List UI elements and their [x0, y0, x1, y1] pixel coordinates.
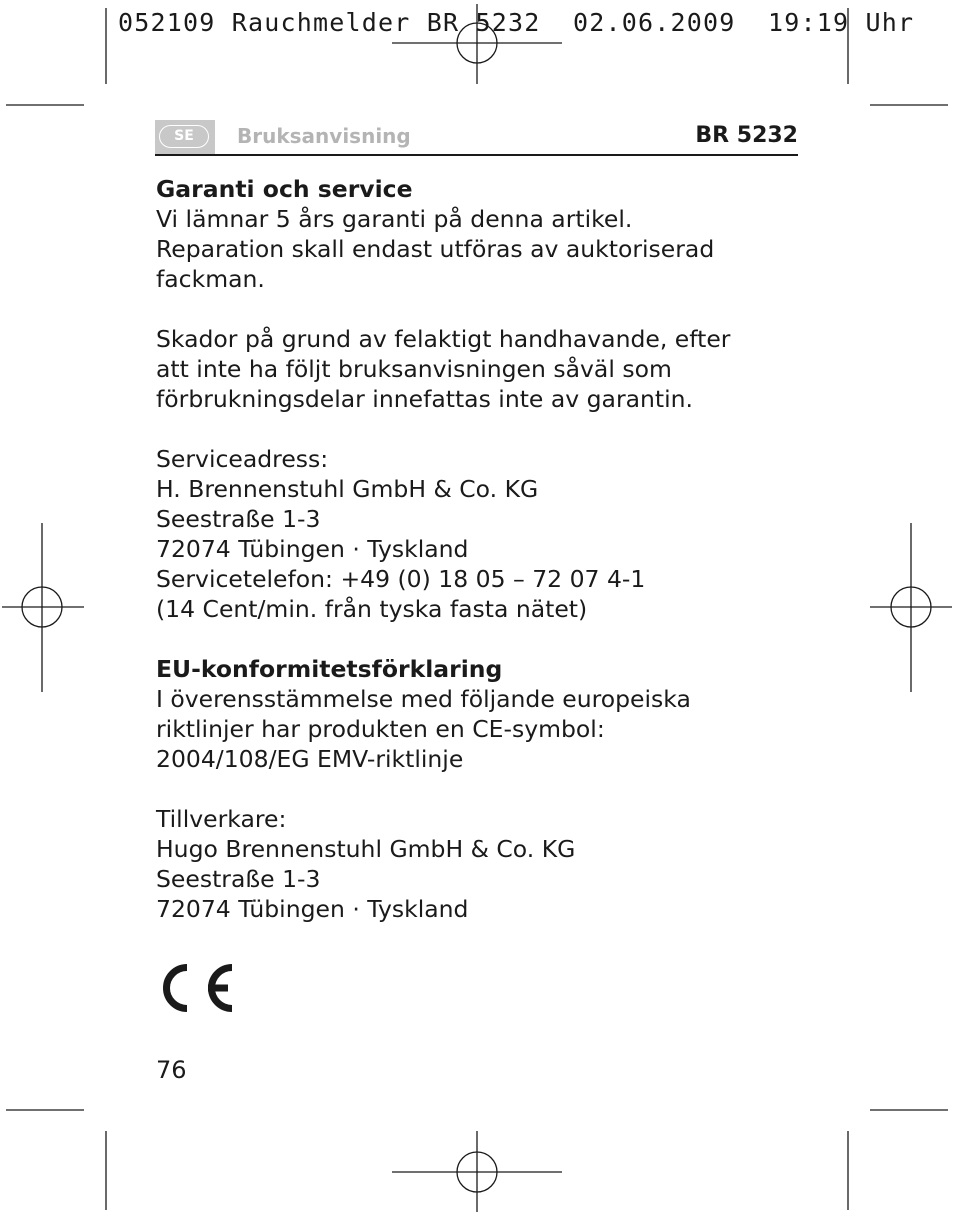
eu-conformity-line: riktlinjer har produkten en CE-symbol: [156, 715, 605, 743]
paragraph-gap [156, 624, 796, 654]
damage-text-line: Skador på grund av felaktigt handhavande, efter [156, 325, 731, 353]
service-address-line: 72074 Tübingen · Tyskland [156, 535, 469, 563]
language-badge-label: SE [159, 125, 209, 148]
header-title: Bruksanvisning [237, 124, 411, 148]
main-content [156, 174, 796, 924]
service-phone-line: Servicetelefon: +49 (0) 18 05 – 72 07 4-1 [156, 565, 646, 593]
page-header [155, 118, 798, 156]
header-rule [155, 154, 798, 156]
damage-text-line: att inte ha följt bruksanvisningen såväl som [156, 355, 672, 383]
paragraph-gap [156, 774, 796, 804]
warranty-text-line: Vi lämnar 5 års garanti på denna artikel. [156, 205, 633, 233]
manufacturer-line: Hugo Brennenstuhl GmbH & Co. KG [156, 835, 576, 863]
header-model: BR 5232 [695, 123, 798, 148]
page-number: 76 [156, 1056, 187, 1084]
paragraph-gap [156, 294, 796, 324]
service-address-line: Serviceadress: [156, 445, 329, 473]
eu-conformity-line: I överensstämmelse med följande europeiska [156, 685, 691, 713]
language-badge [155, 120, 215, 154]
damage-text-line: förbrukningsdelar innefattas inte av garantin. [156, 385, 694, 413]
manufacturer-line: Seestraße 1-3 [156, 865, 321, 893]
service-address-line: Seestraße 1-3 [156, 505, 321, 533]
ce-mark-icon [156, 960, 236, 1016]
manufacturer-line: 72074 Tübingen · Tyskland [156, 895, 469, 923]
service-address-line: H. Brennenstuhl GmbH & Co. KG [156, 475, 539, 503]
service-phone-note: (14 Cent/min. från tyska fasta nätet) [156, 595, 588, 623]
manufacturer-line: Tillverkare: [156, 805, 287, 833]
paragraph-gap [156, 414, 796, 444]
warranty-heading: Garanti och service [156, 175, 413, 203]
eu-conformity-heading: EU-konformitetsförklaring [156, 655, 503, 683]
eu-conformity-line: 2004/108/EG EMV-riktlinje [156, 745, 464, 773]
warranty-text-line: fackman. [156, 265, 265, 293]
warranty-text-line: Reparation skall endast utföras av auktoriserad [156, 235, 715, 263]
print-slug: 052109 Rauchmelder BR 5232 02.06.2009 19:19 Uhr [118, 8, 915, 37]
